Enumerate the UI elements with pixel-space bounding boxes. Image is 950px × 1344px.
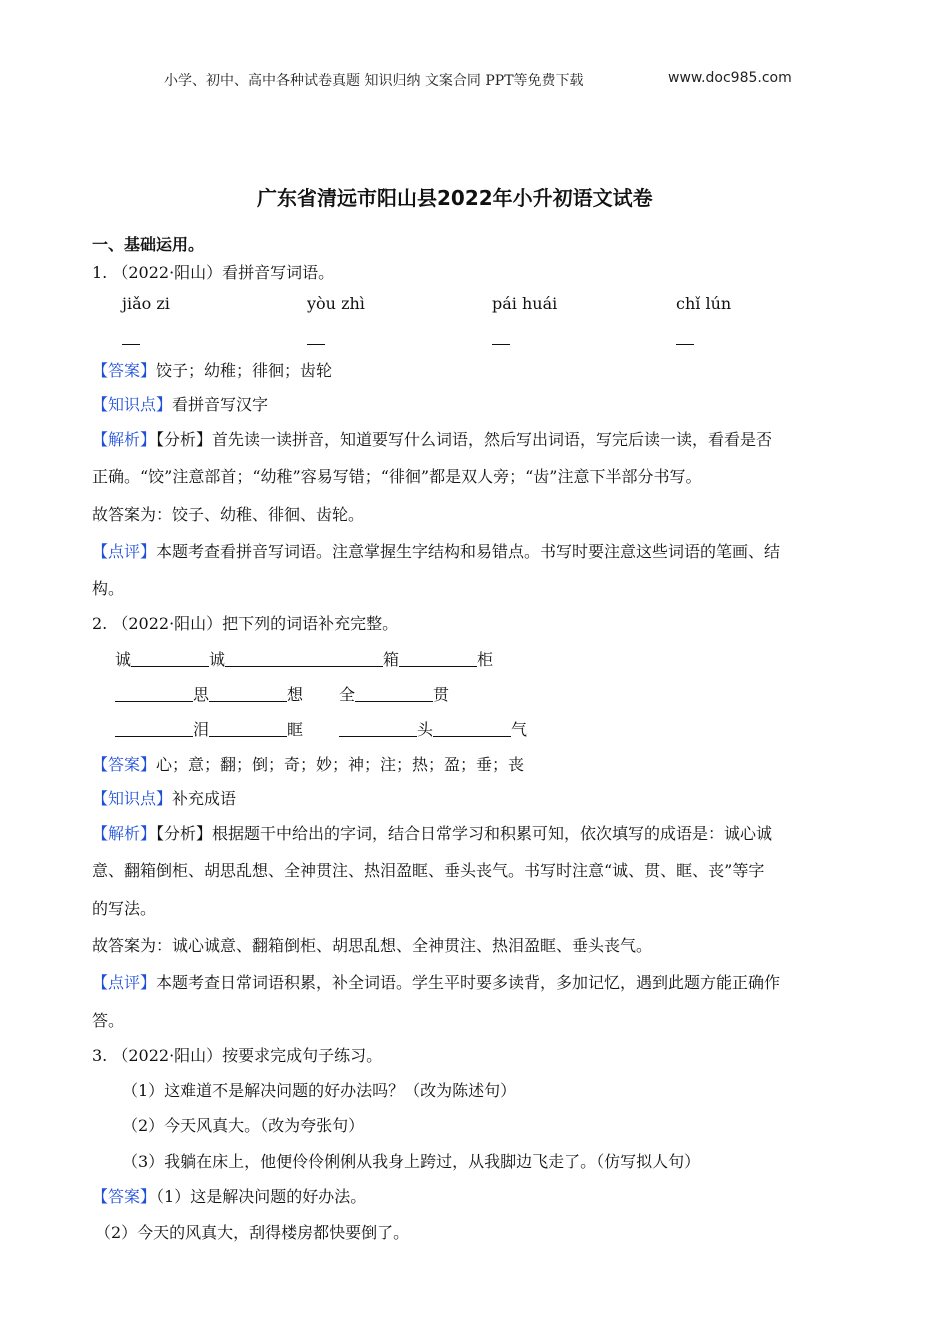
question-3-item-1: （1）这难道不是解决问题的好办法吗？（改为陈述句） <box>122 1081 517 1100</box>
blank-line-1[interactable] <box>122 330 140 349</box>
header-url[interactable]: www.doc985.com <box>668 70 792 86</box>
analysis-text: 【分析】根据题干中给出的字词，结合日常学习和积累可知，依次填写的成语是：诚心诚 <box>156 824 773 843</box>
comment-2-line-2: 答。 <box>92 1011 125 1030</box>
analysis-tag: 【解析】 <box>92 824 157 843</box>
idiom-blank[interactable] <box>399 650 477 667</box>
idiom-char: 想 <box>287 685 304 704</box>
idiom-row-2 <box>115 682 449 705</box>
analysis-text: 【分析】首先读一读拼音，知道要写什么词语，然后写出词语，写完后读一读，看看是否 <box>156 430 773 449</box>
question-1-stem: 1. （2022·阳山）看拼音写词语。 <box>92 263 335 282</box>
idiom-char: 头 <box>417 720 434 739</box>
knowledge-text: 看拼音写汉字 <box>172 395 269 414</box>
question-3-item-3: （3）我躺在床上，他便伶伶俐俐从我身上跨过，从我脚边飞走了。（仿写拟人句） <box>122 1152 701 1171</box>
section-heading: 一、基础运用。 <box>92 235 205 254</box>
idiom-char: 诚 <box>209 650 226 669</box>
comment-text: 本题考查日常词语积累，补全词语。学生平时要多读背，多加记忆，遇到此题方能正确作 <box>156 973 781 992</box>
idiom-char: 眶 <box>287 720 304 739</box>
analysis-1-line-2: 正确。“饺”注意部首；“幼稚”容易写错；“徘徊”都是双人旁；“齿”注意下半部分书写。 <box>92 467 702 486</box>
idiom-char: 柜 <box>477 650 494 669</box>
idiom-blank[interactable] <box>209 720 287 737</box>
knowledge-text: 补充成语 <box>172 789 237 808</box>
idiom-blank[interactable] <box>115 720 193 737</box>
answer-tag: 【答案】 <box>92 755 157 774</box>
answer-text: 饺子；幼稚；徘徊；齿轮 <box>156 361 333 380</box>
pinyin-4: chǐ lún <box>676 294 732 313</box>
answer-3-part-2: （2）今天的风真大，刮得楼房都快要倒了。 <box>95 1223 410 1242</box>
blank-line-2[interactable] <box>307 330 325 349</box>
knowledge-tag: 【知识点】 <box>92 789 173 808</box>
comment-2-line-1 <box>92 970 780 993</box>
idiom-blank[interactable] <box>209 685 287 702</box>
blank-line-3[interactable] <box>492 330 510 349</box>
analysis-2-line-3: 的写法。 <box>92 899 157 918</box>
pinyin-2: yòu zhì <box>307 294 365 313</box>
idiom-char: 诚 <box>115 650 132 669</box>
question-3-stem: 3. （2022·阳山）按要求完成句子练习。 <box>92 1046 383 1065</box>
pinyin-3: pái huái <box>492 294 558 313</box>
comment-1-line-1 <box>92 539 780 562</box>
conclusion-1: 故答案为：饺子、幼稚、徘徊、齿轮。 <box>92 505 365 524</box>
idiom-blank[interactable] <box>115 685 193 702</box>
idiom-blank[interactable] <box>225 650 383 667</box>
idiom-char: 贯 <box>433 685 450 704</box>
header-left-text: 小学、初中、高中各种试卷真题 知识归纳 文案合同 PPT等免费下载 <box>164 73 584 89</box>
conclusion-2: 故答案为：诚心诚意、翻箱倒柜、胡思乱想、全神贯注、热泪盈眶、垂头丧气。 <box>92 936 653 955</box>
answer-text: 心；意；翻；倒；奇；妙；神；注；热；盈；垂；丧 <box>156 755 525 774</box>
answer-3-part-1 <box>92 1184 366 1207</box>
page-title: 广东省清远市阳山县2022年小升初语文试卷 <box>257 186 653 210</box>
comment-tag: 【点评】 <box>92 542 157 561</box>
answer-2 <box>92 752 524 775</box>
analysis-1-line-1 <box>92 427 772 450</box>
question-3-item-2: （2）今天风真大。（改为夸张句） <box>122 1116 365 1135</box>
blank-line-4[interactable] <box>676 330 694 349</box>
idiom-char: 思 <box>193 685 210 704</box>
knowledge-tag: 【知识点】 <box>92 395 173 414</box>
idiom-row-1 <box>115 647 493 670</box>
idiom-blank[interactable] <box>339 720 417 737</box>
idiom-row-3 <box>115 717 527 740</box>
analysis-2-line-1 <box>92 821 772 844</box>
comment-1-line-2: 构。 <box>92 579 125 598</box>
answer-tag: 【答案】 <box>92 361 157 380</box>
idiom-char: 箱 <box>383 650 400 669</box>
idiom-char: 全 <box>339 685 356 704</box>
idiom-char: 泪 <box>193 720 210 739</box>
answer-text: （1）这是解决问题的好办法。 <box>156 1187 367 1206</box>
question-2-stem: 2. （2022·阳山）把下列的词语补充完整。 <box>92 614 399 633</box>
analysis-tag: 【解析】 <box>92 430 157 449</box>
analysis-2-line-2: 意、翻箱倒柜、胡思乱想、全神贯注、热泪盈眶、垂头丧气。书写时注意“诚、贯、眶、丧”等字 <box>92 861 765 880</box>
answer-1 <box>92 358 332 381</box>
idiom-char: 气 <box>511 720 528 739</box>
knowledge-2 <box>92 786 236 809</box>
comment-text: 本题考查看拼音写词语。注意掌握生字结构和易错点。书写时要注意这些词语的笔画、结 <box>156 542 781 561</box>
idiom-blank[interactable] <box>355 685 433 702</box>
pinyin-1: jiǎo zi <box>122 294 170 313</box>
idiom-blank[interactable] <box>131 650 209 667</box>
idiom-blank[interactable] <box>433 720 511 737</box>
answer-tag: 【答案】 <box>92 1187 157 1206</box>
comment-tag: 【点评】 <box>92 973 157 992</box>
knowledge-1 <box>92 392 268 415</box>
